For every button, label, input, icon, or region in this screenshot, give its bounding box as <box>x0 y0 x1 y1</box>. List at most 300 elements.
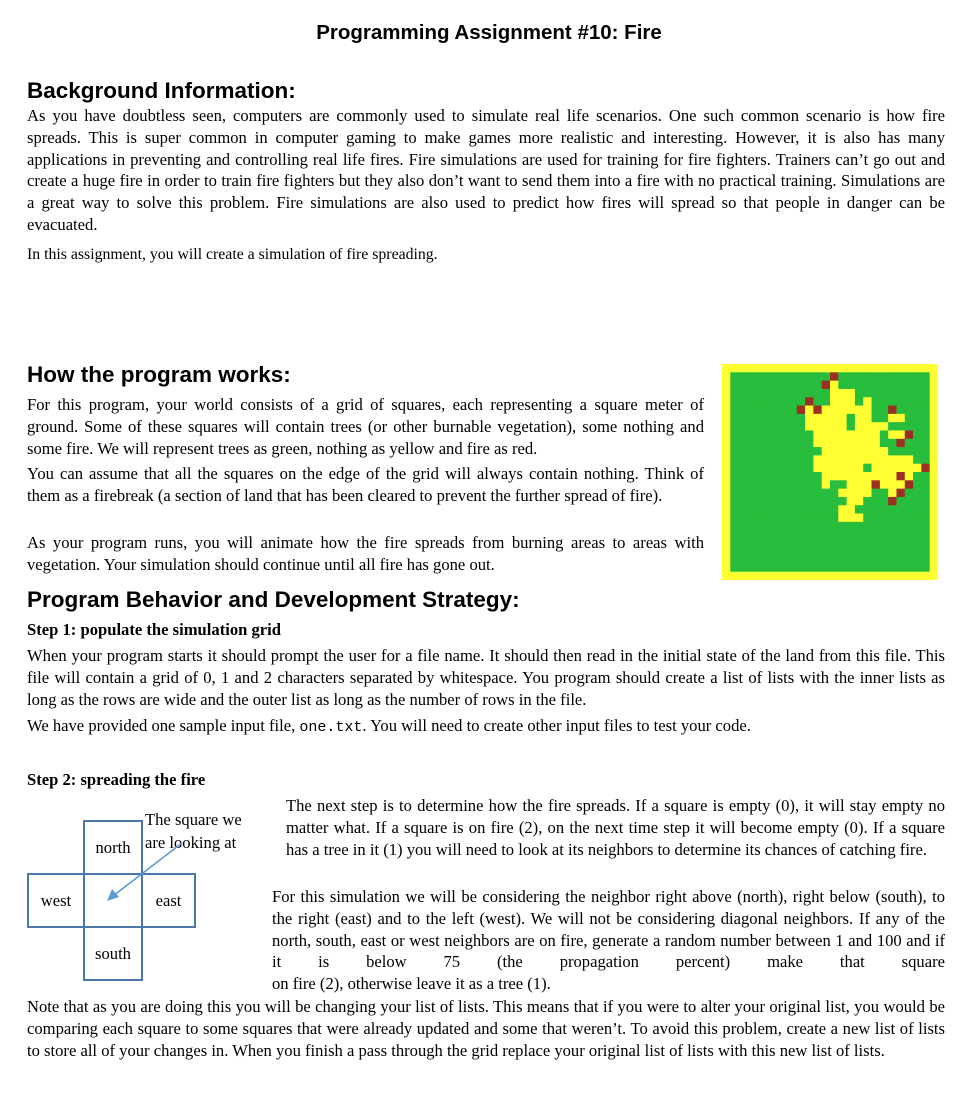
empty-cell <box>872 464 881 473</box>
tree-cell <box>913 480 922 489</box>
tree-cell <box>764 455 773 464</box>
empty-cell <box>880 480 889 489</box>
empty-cell <box>888 455 897 464</box>
tree-cell <box>805 480 814 489</box>
empty-cell <box>838 514 847 523</box>
tree-cell <box>847 563 856 572</box>
tree-cell <box>788 530 797 539</box>
tree-cell <box>805 455 814 464</box>
tree-cell <box>730 406 739 415</box>
tree-cell <box>772 397 781 406</box>
tree-cell <box>905 547 914 556</box>
tree-cell <box>855 538 864 547</box>
tree-cell <box>730 538 739 547</box>
tree-cell <box>747 406 756 415</box>
tree-cell <box>896 547 905 556</box>
tree-cell <box>813 505 822 514</box>
tree-cell <box>830 480 839 489</box>
empty-cell <box>830 455 839 464</box>
tree-cell <box>913 430 922 439</box>
tree-cell <box>830 497 839 506</box>
tree-cell <box>905 497 914 506</box>
empty-cell <box>872 472 881 481</box>
tree-cell <box>896 497 905 506</box>
tree-cell <box>830 538 839 547</box>
tree-cell <box>880 563 889 572</box>
empty-cell <box>722 472 731 481</box>
empty-cell <box>805 406 814 415</box>
empty-cell <box>722 422 731 431</box>
tree-cell <box>797 439 806 448</box>
empty-cell <box>863 455 872 464</box>
south-cell: south <box>83 926 143 981</box>
tree-cell <box>838 538 847 547</box>
empty-cell <box>822 572 831 580</box>
tree-cell <box>730 447 739 456</box>
tree-cell <box>739 547 748 556</box>
tree-cell <box>797 538 806 547</box>
tree-cell <box>838 555 847 564</box>
tree-cell <box>747 422 756 431</box>
tree-cell <box>755 505 764 514</box>
tree-cell <box>888 389 897 398</box>
empty-cell <box>913 364 922 373</box>
tree-cell <box>872 406 881 415</box>
tree-cell <box>797 414 806 423</box>
tree-cell <box>855 563 864 572</box>
tree-cell <box>855 397 864 406</box>
tree-cell <box>921 497 930 506</box>
tree-cell <box>772 406 781 415</box>
empty-cell <box>880 422 889 431</box>
tree-cell <box>913 522 922 531</box>
empty-cell <box>764 572 773 580</box>
tree-cell <box>913 422 922 431</box>
empty-cell <box>847 514 856 523</box>
tree-cell <box>896 505 905 514</box>
callout-arrow-icon <box>0 0 300 1000</box>
empty-cell <box>855 422 864 431</box>
empty-cell <box>896 430 905 439</box>
empty-cell <box>813 464 822 473</box>
empty-cell <box>847 497 856 506</box>
tree-cell <box>872 538 881 547</box>
tree-cell <box>880 514 889 523</box>
tree-cell <box>880 414 889 423</box>
tree-cell <box>788 472 797 481</box>
empty-cell <box>813 430 822 439</box>
empty-cell <box>838 406 847 415</box>
empty-cell <box>855 364 864 373</box>
tree-cell <box>838 522 847 531</box>
tree-cell <box>822 522 831 531</box>
empty-cell <box>838 455 847 464</box>
tree-cell <box>905 381 914 390</box>
tree-cell <box>797 447 806 456</box>
tree-cell <box>797 514 806 523</box>
tree-cell <box>747 522 756 531</box>
tree-cell <box>747 530 756 539</box>
empty-cell <box>805 422 814 431</box>
empty-cell <box>830 447 839 456</box>
tree-cell <box>863 547 872 556</box>
tree-cell <box>838 547 847 556</box>
tree-cell <box>921 439 930 448</box>
empty-cell <box>930 480 938 489</box>
tree-cell <box>896 538 905 547</box>
tree-cell <box>764 480 773 489</box>
tree-cell <box>797 422 806 431</box>
tree-cell <box>788 497 797 506</box>
empty-cell <box>772 572 781 580</box>
empty-cell <box>888 464 897 473</box>
empty-cell <box>822 364 831 373</box>
background-paragraph: As you have doubtless seen, computers are commonly used to simulate real life scenarios. One such common scenario is how fire spreads. This is super common in computer gaming to make games more realistic and interesting. However, it is also has many applications in preventing and controlling real life fires. Fire simulations are used for training for fire fighters. Trainers can’t go out and create a huge fire in order to train fire fighters but they also don’t want to send them into a fire with no practical training. Simulations are a great way to solve this problem. Fire simulations are also used to predict how fires will spread so that people in danger can be evacuated. <box>27 106 945 234</box>
empty-cell <box>888 414 897 423</box>
tree-cell <box>872 414 881 423</box>
empty-cell <box>905 364 914 373</box>
tree-cell <box>755 430 764 439</box>
tree-cell <box>730 530 739 539</box>
tree-cell <box>913 406 922 415</box>
tree-cell <box>797 522 806 531</box>
tree-cell <box>913 497 922 506</box>
empty-cell <box>722 522 731 531</box>
tree-cell <box>880 547 889 556</box>
empty-cell <box>722 505 731 514</box>
tree-cell <box>888 522 897 531</box>
tree-cell <box>830 522 839 531</box>
tree-cell <box>813 547 822 556</box>
empty-cell <box>830 406 839 415</box>
empty-cell <box>863 447 872 456</box>
tree-cell <box>838 563 847 572</box>
empty-cell <box>847 572 856 580</box>
empty-cell <box>722 397 731 406</box>
tree-cell <box>830 547 839 556</box>
tree-cell <box>739 530 748 539</box>
tree-cell <box>921 489 930 498</box>
tree-cell <box>888 381 897 390</box>
empty-cell <box>722 364 731 373</box>
empty-cell <box>863 489 872 498</box>
empty-cell <box>830 389 839 398</box>
tree-cell <box>896 406 905 415</box>
tree-cell <box>896 563 905 572</box>
tree-cell <box>764 414 773 423</box>
fire-cell <box>830 372 839 381</box>
tree-cell <box>797 497 806 506</box>
empty-cell <box>755 572 764 580</box>
tree-cell <box>772 381 781 390</box>
step2-paragraph-2-last-line: on fire (2), otherwise leave it as a tree (1). <box>272 974 551 993</box>
empty-cell <box>847 430 856 439</box>
tree-cell <box>788 522 797 531</box>
tree-cell <box>872 522 881 531</box>
tree-cell <box>755 489 764 498</box>
tree-cell <box>755 514 764 523</box>
empty-cell <box>722 406 731 415</box>
tree-cell <box>872 381 881 390</box>
tree-cell <box>905 406 914 415</box>
tree-cell <box>797 547 806 556</box>
tree-cell <box>730 489 739 498</box>
tree-cell <box>747 397 756 406</box>
empty-cell <box>838 430 847 439</box>
tree-cell <box>755 439 764 448</box>
tree-cell <box>772 439 781 448</box>
tree-cell <box>905 563 914 572</box>
tree-cell <box>764 555 773 564</box>
tree-cell <box>913 514 922 523</box>
tree-cell <box>739 430 748 439</box>
tree-cell <box>863 563 872 572</box>
tree-cell <box>730 514 739 523</box>
tree-cell <box>813 522 822 531</box>
empty-cell <box>913 464 922 473</box>
tree-cell <box>872 505 881 514</box>
tree-cell <box>888 547 897 556</box>
tree-cell <box>755 522 764 531</box>
tree-cell <box>747 538 756 547</box>
empty-cell <box>722 563 731 572</box>
tree-cell <box>855 547 864 556</box>
tree-cell <box>764 522 773 531</box>
empty-cell <box>764 364 773 373</box>
tree-cell <box>880 381 889 390</box>
fire-cell <box>813 406 822 415</box>
empty-cell <box>722 480 731 489</box>
empty-cell <box>722 530 731 539</box>
fire-cell <box>888 497 897 506</box>
tree-cell <box>822 514 831 523</box>
tree-cell <box>788 505 797 514</box>
empty-cell <box>855 406 864 415</box>
tree-cell <box>772 372 781 381</box>
tree-cell <box>838 372 847 381</box>
tree-cell <box>764 447 773 456</box>
tree-cell <box>780 389 789 398</box>
empty-cell <box>880 455 889 464</box>
tree-cell <box>913 372 922 381</box>
empty-cell <box>863 397 872 406</box>
tree-cell <box>730 439 739 448</box>
tree-cell <box>880 372 889 381</box>
tree-cell <box>896 522 905 531</box>
tree-cell <box>805 505 814 514</box>
empty-cell <box>838 397 847 406</box>
tree-cell <box>730 547 739 556</box>
tree-cell <box>872 389 881 398</box>
tree-cell <box>896 389 905 398</box>
tree-cell <box>847 414 856 423</box>
tree-cell <box>822 505 831 514</box>
empty-cell <box>722 464 731 473</box>
step1-paragraph: When your program starts it should prompt the user for a file name. It should then read in the initial state of the land from this file. This file will contain a grid of 0, 1 and 2 characters separated by whitespace. You program should create a list of lists with the inner lists as long as the rows are wide and the outer list as long as the number of rows in the file. <box>27 646 945 709</box>
tree-cell <box>855 372 864 381</box>
tree-cell <box>747 455 756 464</box>
tree-cell <box>797 430 806 439</box>
empty-cell <box>863 430 872 439</box>
how-paragraph-1: For this program, your world consists of a grid of squares, each representing a square meter of ground. Some of these squares will contain trees (or other burnable vegetation), some nothing and some fire. We will represent trees as green, nothing as yellow and fire as red. <box>27 395 704 458</box>
empty-cell <box>905 464 914 473</box>
tree-cell <box>813 372 822 381</box>
tree-cell <box>905 505 914 514</box>
fire-simulation-image <box>722 364 938 580</box>
tree-cell <box>913 530 922 539</box>
empty-cell <box>930 472 938 481</box>
empty-cell <box>805 414 814 423</box>
empty-cell <box>813 455 822 464</box>
tree-cell <box>921 389 930 398</box>
tree-cell <box>880 530 889 539</box>
tree-cell <box>747 430 756 439</box>
tree-cell <box>772 530 781 539</box>
tree-cell <box>921 505 930 514</box>
tree-cell <box>747 489 756 498</box>
empty-cell <box>722 414 731 423</box>
tree-cell <box>747 439 756 448</box>
tree-cell <box>755 414 764 423</box>
tree-cell <box>896 372 905 381</box>
sample-file-name: one.txt <box>299 719 363 736</box>
tree-cell <box>797 489 806 498</box>
tree-cell <box>764 489 773 498</box>
fire-cell <box>888 406 897 415</box>
tree-cell <box>764 381 773 390</box>
tree-cell <box>772 563 781 572</box>
tree-cell <box>913 547 922 556</box>
tree-cell <box>755 530 764 539</box>
tree-cell <box>822 397 831 406</box>
tree-cell <box>772 538 781 547</box>
tree-cell <box>788 555 797 564</box>
callout-line-2: are looking at <box>145 833 237 852</box>
tree-cell <box>880 397 889 406</box>
tree-cell <box>921 530 930 539</box>
empty-cell <box>722 381 731 390</box>
empty-cell <box>930 538 938 547</box>
tree-cell <box>921 547 930 556</box>
tree-cell <box>847 422 856 431</box>
tree-cell <box>805 547 814 556</box>
tree-cell <box>855 381 864 390</box>
tree-cell <box>788 422 797 431</box>
step1-heading: Step 1: populate the simulation grid <box>27 620 282 639</box>
tree-cell <box>921 455 930 464</box>
tree-cell <box>780 422 789 431</box>
tree-cell <box>755 480 764 489</box>
tree-cell <box>838 480 847 489</box>
tree-cell <box>780 497 789 506</box>
tree-cell <box>730 555 739 564</box>
tree-cell <box>788 447 797 456</box>
empty-cell <box>805 364 814 373</box>
tree-cell <box>813 447 822 456</box>
empty-cell <box>847 464 856 473</box>
empty-cell <box>813 414 822 423</box>
empty-cell <box>822 439 831 448</box>
empty-cell <box>880 464 889 473</box>
tree-cell <box>813 472 822 481</box>
tree-cell <box>880 439 889 448</box>
tree-cell <box>805 563 814 572</box>
tree-cell <box>788 514 797 523</box>
empty-cell <box>930 414 938 423</box>
tree-cell <box>780 414 789 423</box>
empty-cell <box>930 447 938 456</box>
tree-cell <box>913 472 922 481</box>
tree-cell <box>739 439 748 448</box>
tree-cell <box>905 522 914 531</box>
empty-cell <box>896 464 905 473</box>
empty-cell <box>930 397 938 406</box>
tree-cell <box>780 480 789 489</box>
tree-cell <box>847 547 856 556</box>
empty-cell <box>930 422 938 431</box>
tree-cell <box>913 447 922 456</box>
empty-cell <box>872 364 881 373</box>
empty-cell <box>838 572 847 580</box>
tree-cell <box>863 522 872 531</box>
empty-cell <box>863 439 872 448</box>
empty-cell <box>930 406 938 415</box>
tree-cell <box>764 372 773 381</box>
tree-cell <box>888 530 897 539</box>
tree-cell <box>730 505 739 514</box>
tree-cell <box>764 530 773 539</box>
empty-cell <box>905 455 914 464</box>
tree-cell <box>780 522 789 531</box>
tree-cell <box>888 505 897 514</box>
tree-cell <box>772 505 781 514</box>
tree-cell <box>739 514 748 523</box>
tree-cell <box>847 522 856 531</box>
tree-cell <box>805 389 814 398</box>
empty-cell <box>822 464 831 473</box>
tree-cell <box>805 514 814 523</box>
tree-cell <box>755 381 764 390</box>
tree-cell <box>830 530 839 539</box>
tree-cell <box>896 530 905 539</box>
tree-cell <box>730 381 739 390</box>
empty-cell <box>822 406 831 415</box>
tree-cell <box>855 505 864 514</box>
tree-cell <box>739 489 748 498</box>
tree-cell <box>772 464 781 473</box>
empty-cell <box>730 572 739 580</box>
tree-cell <box>788 439 797 448</box>
tree-cell <box>880 489 889 498</box>
fire-cell <box>921 464 930 473</box>
empty-cell <box>888 472 897 481</box>
how-paragraph-3: As your program runs, you will animate how the fire spreads from burning areas to areas with vegetation. Your simulation should continue until all fire has gone out. <box>27 533 704 574</box>
empty-cell <box>863 472 872 481</box>
tree-cell <box>905 514 914 523</box>
empty-cell <box>838 389 847 398</box>
tree-cell <box>764 389 773 398</box>
empty-cell <box>905 572 914 580</box>
tree-cell <box>772 430 781 439</box>
tree-cell <box>847 555 856 564</box>
tree-cell <box>913 538 922 547</box>
tree-cell <box>813 497 822 506</box>
tree-cell <box>788 547 797 556</box>
tree-cell <box>755 538 764 547</box>
tree-cell <box>788 464 797 473</box>
empty-cell <box>838 464 847 473</box>
empty-cell <box>847 472 856 481</box>
